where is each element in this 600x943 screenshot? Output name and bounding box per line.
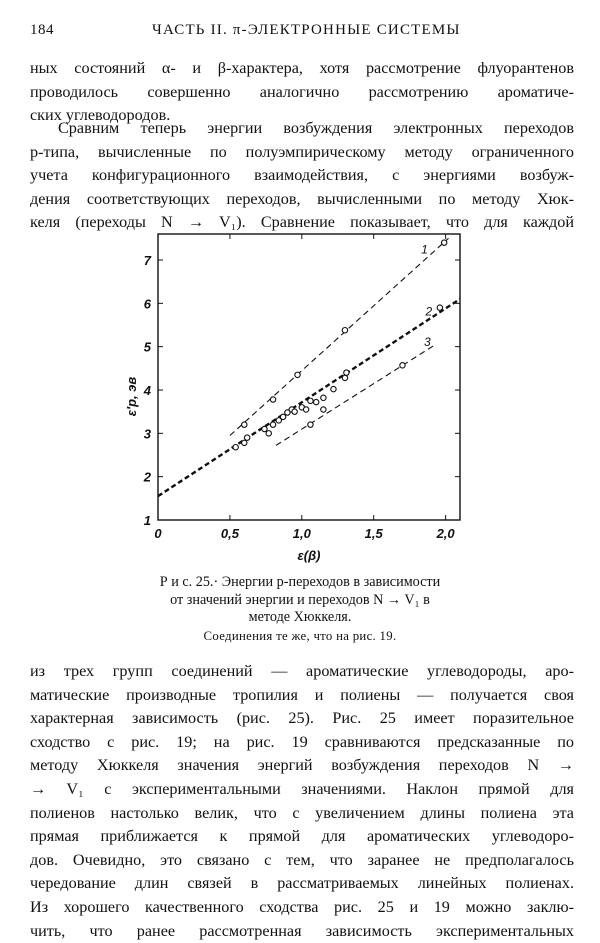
data-point-2 xyxy=(344,370,349,375)
text-line: келя (переходы N → V₁). Сравнение показывает, что для каждой xyxy=(30,213,574,232)
data-point-3 xyxy=(321,407,326,412)
x-tick-label: 0,5 xyxy=(220,526,239,541)
text-line: полиенов настолько велик, что с увеличением длины полиена эта xyxy=(30,803,574,822)
data-point-2 xyxy=(321,395,326,400)
series-line-3 xyxy=(276,345,436,446)
text-line: чередование длин связей в рассматриваемых линейных полиенах. xyxy=(30,874,574,893)
data-point-2 xyxy=(308,398,313,403)
plot-frame xyxy=(158,234,460,520)
data-point-1 xyxy=(242,422,247,427)
data-point-2 xyxy=(303,407,308,412)
data-point-2 xyxy=(270,422,275,427)
figure-25 xyxy=(120,228,480,568)
caption-line: от значений энергии и переходов N → V₁ в xyxy=(170,591,430,608)
data-point-1 xyxy=(270,397,275,402)
data-point-3 xyxy=(308,422,313,427)
text-line: Из хорошего качественного сходства рис. 25 и 19 можно заклю- xyxy=(30,897,574,916)
data-point-2 xyxy=(244,435,249,440)
text-line: методу Хюккеля значения энергий возбуждения переходов N → xyxy=(30,756,574,775)
data-point-3 xyxy=(400,363,405,368)
data-point-2 xyxy=(242,440,247,445)
text-line: Сравним теперь энергии возбуждения электронных переходов xyxy=(58,119,574,137)
text-line: характерная зависимость (рис. 25). Рис. 25 имеет поразительное xyxy=(30,709,574,728)
paragraph-mid xyxy=(30,117,574,235)
running-title: ЧАСТЬ II. π-ЭЛЕКТРОННЫЕ СИСТЕМЫ xyxy=(152,22,461,38)
figure-caption xyxy=(100,574,500,627)
text-line: прямая приближается к прямой для ароматических углеводоро- xyxy=(30,827,574,846)
caption-line: методе Хюккеля. xyxy=(248,609,352,625)
data-point-1 xyxy=(441,240,446,245)
y-tick-label: 2 xyxy=(143,469,151,485)
data-point-2 xyxy=(266,431,271,436)
data-point-2 xyxy=(331,386,336,391)
series-label-3: 3 xyxy=(424,334,431,349)
x-tick-label: 2,0 xyxy=(436,526,455,541)
text-line: из трех групп соединений — ароматические углеводороды, аро- xyxy=(30,662,574,680)
page-number: 184 xyxy=(30,22,54,38)
data-point-2 xyxy=(280,414,285,419)
text-line: проводилось совершенно аналогично рассмотрению ароматиче- xyxy=(30,82,574,101)
running-header xyxy=(30,22,574,44)
text-line: ных состояний α- и β-характера, хотя рассмотрение флуорантенов xyxy=(30,59,574,77)
data-point-2 xyxy=(233,445,238,450)
text-line: чить, что ранее рассмотренная зависимость экспериментальных xyxy=(30,921,574,940)
y-axis-label: ε′p, эв xyxy=(124,376,139,417)
x-axis-label: ε(β) xyxy=(297,548,321,563)
text-line: → V₁ с экспериментальными значениями. Наклон прямой для xyxy=(30,779,574,798)
text-line: p-типа, вычисленные по полуэмпирическому методу ограниченного xyxy=(30,142,574,161)
data-point-2 xyxy=(262,426,267,431)
series-label-2: 2 xyxy=(425,304,433,319)
x-tick-label: 1,5 xyxy=(364,526,383,541)
text-line: дения соответствующих переходов, вычисленными по методу Хюк- xyxy=(30,189,574,208)
paragraph-bottom xyxy=(30,660,574,943)
y-tick-label: 6 xyxy=(143,296,151,312)
y-tick-label: 3 xyxy=(143,426,151,442)
data-point-1 xyxy=(342,328,347,333)
y-tick-label: 5 xyxy=(143,339,151,355)
caption-line: Р и с. 25.· Энергии p-переходов в зависимости xyxy=(159,574,441,590)
y-tick-label: 7 xyxy=(143,253,151,268)
data-point-2 xyxy=(437,305,442,310)
text-line: дов. Очевидно, это связано с тем, что заранее не предполагалось xyxy=(30,850,574,869)
data-point-2 xyxy=(342,375,347,380)
data-point-2 xyxy=(292,409,297,414)
data-point-1 xyxy=(295,372,300,377)
chart xyxy=(120,228,480,568)
text-line: сходство с рис. 19; на рис. 19 сравниваются предсказанные по xyxy=(30,732,574,751)
text-line: матические производные тропилия и полиены — получается своя xyxy=(30,685,574,704)
series-label-1: 1 xyxy=(421,242,428,257)
caption-note: Соединения те же, что на рис. 19. xyxy=(203,629,397,643)
x-tick-label: 1,0 xyxy=(292,526,311,541)
y-tick-label: 4 xyxy=(143,383,151,398)
text-line: учета конфигурационного взаимодействия, с энергиями возбуж- xyxy=(30,166,574,185)
data-point-2 xyxy=(313,399,318,404)
series-line-2 xyxy=(158,299,460,496)
text-line: ских углеводородов. xyxy=(30,106,171,125)
x-tick-label: 0 xyxy=(154,526,162,541)
y-tick-label: 1 xyxy=(143,513,151,528)
